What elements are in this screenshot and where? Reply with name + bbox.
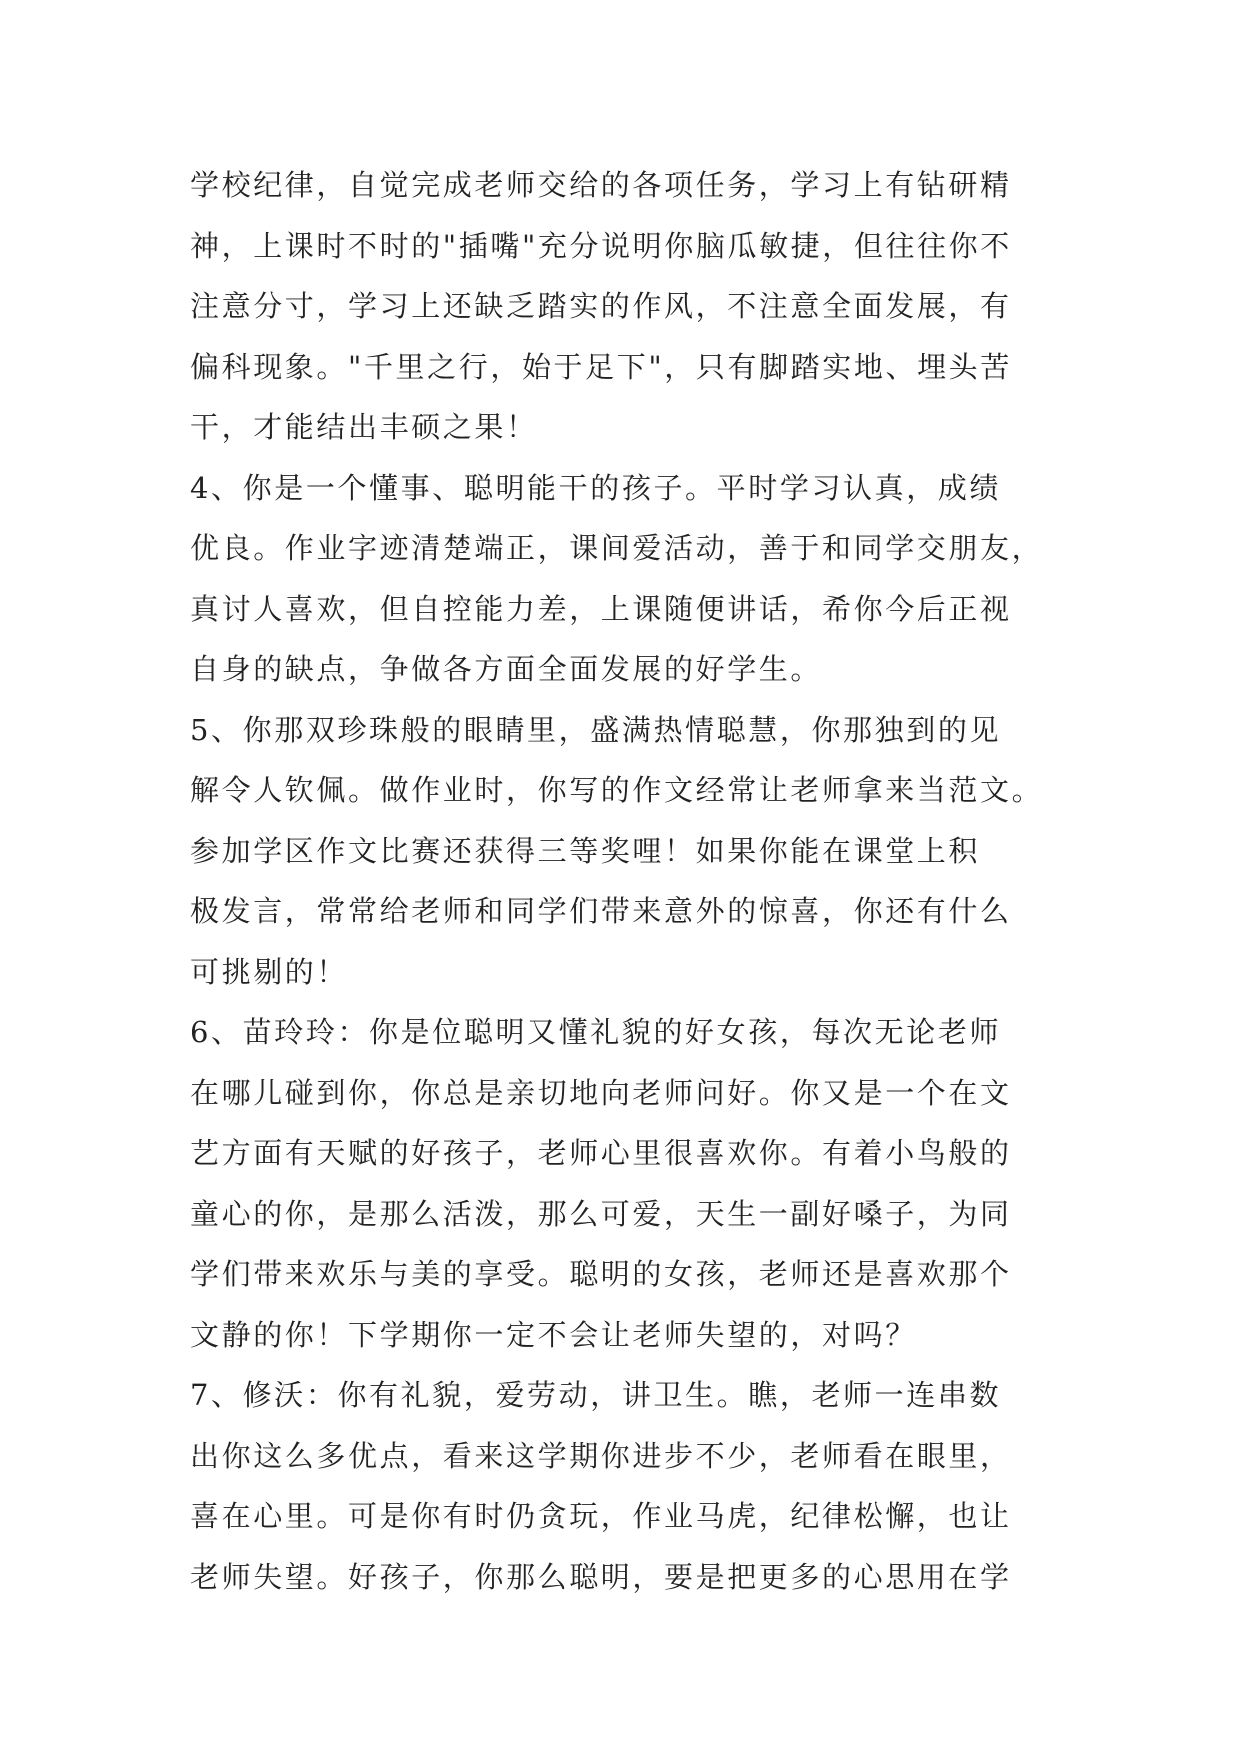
text-line: 注意分寸，学习上还缺乏踏实的作风，不注意全面发展，有 <box>190 289 1012 323</box>
text-line: 4、你是一个懂事、聪明能干的孩子。平时学习认真，成绩 <box>190 470 1002 505</box>
text-line: 偏科现象。"千里之行，始于足下"，只有脚踏实地、埋头苦 <box>190 349 1012 384</box>
text-line: 学校纪律，自觉完成老师交给的各项任务，学习上有钻研精 <box>190 168 1012 202</box>
text-line: 参加学区作文比赛还获得三等奖哩！如果你能在课堂上积 <box>190 833 981 868</box>
text-line: 在哪儿碰到你，你总是亲切地向老师问好。你又是一个在文 <box>190 1075 1012 1110</box>
text-line: 干，才能结出丰硕之果！ <box>190 410 538 444</box>
text-line: 5、你那双珍珠般的眼睛里，盛满热情聪慧，你那独到的见 <box>190 712 1002 747</box>
text-line: 优良。作业字迹清楚端正，课间爱活动，善于和同学交朋友， <box>190 531 1044 565</box>
text-line: 老师失望。好孩子，你那么聪明，要是把更多的心思用在学 <box>190 1559 1012 1594</box>
text-line: 可挑剔的！ <box>190 954 349 989</box>
text-line: 学们带来欢乐与美的享受。聪明的女孩，老师还是喜欢那个 <box>190 1257 1012 1291</box>
text-line: 解令人钦佩。做作业时，你写的作文经常让老师拿来当范文。 <box>190 773 1044 807</box>
body-text <box>190 155 1060 1607</box>
text-line: 喜在心里。可是你有时仍贪玩，作业马虎，纪律松懈，也让 <box>190 1499 1012 1533</box>
text-line: 神，上课时不时的"插嘴"充分说明你脑瓜敏捷，但往往你不 <box>190 228 1012 263</box>
text-line: 真讨人喜欢，但自控能力差，上课随便讲话，希你今后正视 <box>190 591 1012 626</box>
text-line: 艺方面有天赋的好孩子，老师心里很喜欢你。有着小鸟般的 <box>190 1136 1012 1170</box>
text-line: 出你这么多优点，看来这学期你进步不少，老师看在眼里， <box>190 1438 1012 1473</box>
text-line: 6、苗玲玲：你是位聪明又懂礼貌的好女孩，每次无论老师 <box>190 1015 1002 1049</box>
text-line: 童心的你，是那么活泼，那么可爱，天生一副好嗓子，为同 <box>190 1196 1012 1231</box>
text-line: 7、修沃：你有礼貌，爱劳动，讲卫生。瞧，老师一连串数 <box>190 1378 1002 1412</box>
text-line: 自身的缺点，争做各方面全面发展的好学生。 <box>190 652 823 686</box>
text-line: 极发言，常常给老师和同学们带来意外的惊喜，你还有什么 <box>190 894 1012 928</box>
text-line: 文静的你！下学期你一定不会让老师失望的，对吗？ <box>190 1317 917 1352</box>
